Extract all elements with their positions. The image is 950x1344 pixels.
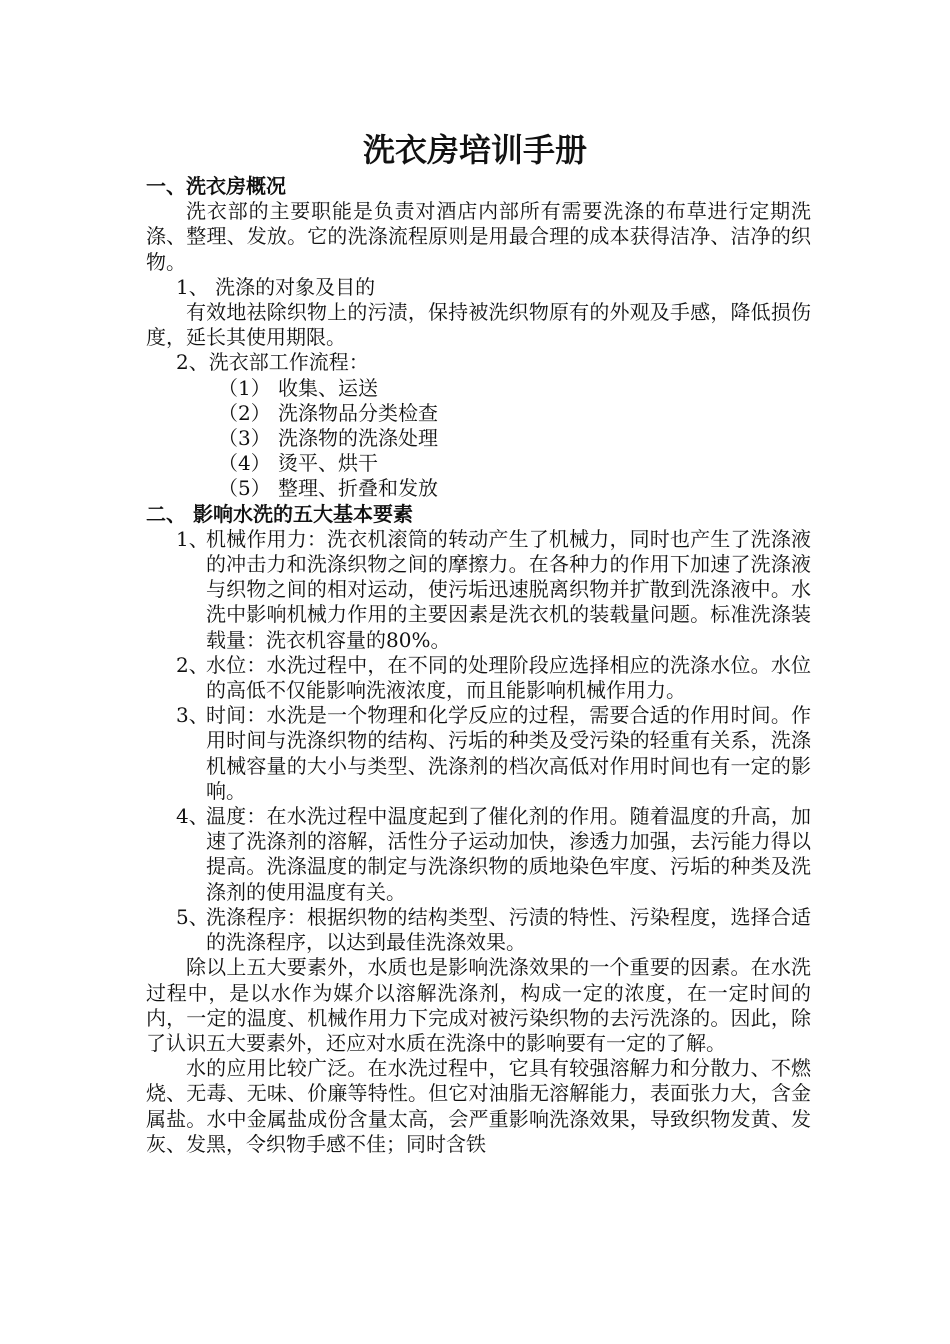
step-number: （2） [218, 400, 271, 425]
factor-item [146, 527, 811, 653]
section-1-intro: 洗衣部的主要职能是负责对酒店内部所有需要洗涤的布草进行定期洗涤、整理、发放。它的洗涤流程原则是用最合理的成本获得洁净、洁净的织物。 [146, 199, 811, 274]
factor-text: 机械作用力：洗衣机滚筒的转动产生了机械力，同时也产生了洗涤液的冲击力和洗涤织物之间的摩擦力。在各种力的作用下加速了洗涤液与织物之间的相对运动，使污垢迅速脱离织物并扩散到洗涤液中。水洗中影响机械力作用的主要因素是洗衣机的装载量问题。标准洗涤装载量：洗衣机容量的80%。 [206, 526, 811, 652]
workflow-step [146, 376, 811, 401]
document-body [146, 174, 811, 1157]
subsection-2-heading: 2、洗衣部工作流程： [176, 350, 369, 375]
step-text: 烫平、烘干 [278, 451, 378, 476]
factor-text: 温度：在水洗过程中温度起到了催化剂的作用。随着温度的升高，加速了洗涤剂的溶解，活性分子运动加快，渗透力加强，去污能力得以提高。洗涤温度的制定与洗涤织物的质地染色牢度、污垢的种类及洗涤剂的使用温度有关。 [206, 804, 811, 904]
factor-text: 水位：水洗过程中，在不同的处理阶段应选择相应的洗涤水位。水位的高低不仅能影响洗液浓度，而且能影响机械作用力。 [206, 652, 811, 703]
step-text: 洗涤物的洗涤处理 [278, 426, 438, 451]
factor-number: 3、 [176, 703, 209, 728]
factor-item [146, 804, 811, 905]
step-text: 收集、运送 [278, 375, 378, 400]
factor-text: 洗涤程序：根据织物的结构类型、污渍的特性、污染程度，选择合适的洗涤程序，以达到最佳洗涤效果。 [206, 904, 811, 955]
factor-number: 1、 [176, 526, 209, 551]
step-number: （1） [218, 375, 271, 400]
subsection-1-text: 有效地祛除织物上的污渍，保持被洗织物原有的外观及手感，降低损伤度，延长其使用期限。 [146, 300, 811, 350]
factor-number: 4、 [176, 804, 209, 829]
factor-item [146, 703, 811, 804]
factor-item [146, 905, 811, 955]
step-number: （4） [218, 451, 271, 476]
step-text: 洗涤物品分类检查 [278, 400, 438, 425]
step-text: 整理、折叠和发放 [278, 476, 438, 501]
step-number: （5） [218, 476, 271, 501]
water-properties-paragraph: 水的应用比较广泛。在水洗过程中，它具有较强溶解力和分散力、不燃烧、无毒、无味、价廉等特性。但它对油脂无溶解能力，表面张力大，含金属盐。水中金属盐成份含量太高，会严重影响洗涤效果，导致织物发黄、发灰、发黑，令织物手感不佳；同时含铁 [146, 1056, 811, 1156]
workflow-step [146, 451, 811, 476]
workflow-step [146, 401, 811, 426]
step-number: （3） [218, 426, 271, 451]
section-2-heading: 二、 影响水洗的五大基本要素 [146, 501, 413, 526]
subsection-1-heading: 1、 洗涤的对象及目的 [176, 274, 376, 299]
workflow-step [146, 476, 811, 501]
water-quality-paragraph: 除以上五大要素外，水质也是影响洗涤效果的一个重要的因素。在水洗过程中，是以水作为媒介以溶解洗涤剂，构成一定的浓度，在一定时间的内，一定的温度、机械作用力下完成对被污染织物的去污洗涤的。因此，除了认识五大要素外，还应对水质在洗涤中的影响要有一定的了解。 [146, 955, 811, 1055]
factor-number: 5、 [176, 904, 209, 929]
section-1-heading: 一、洗衣房概况 [146, 174, 286, 198]
document-title: 洗衣房培训手册 [362, 131, 587, 169]
factor-text: 时间：水洗是一个物理和化学反应的过程，需要合适的作用时间。作用时间与洗涤织物的结构、污垢的种类及受污染的轻重有关系，洗涤机械容量的大小与类型、洗涤剂的档次高低对作用时间也有一定的影响。 [206, 703, 811, 803]
factor-number: 2、 [176, 652, 209, 677]
workflow-step [146, 426, 811, 451]
factor-item [146, 653, 811, 703]
